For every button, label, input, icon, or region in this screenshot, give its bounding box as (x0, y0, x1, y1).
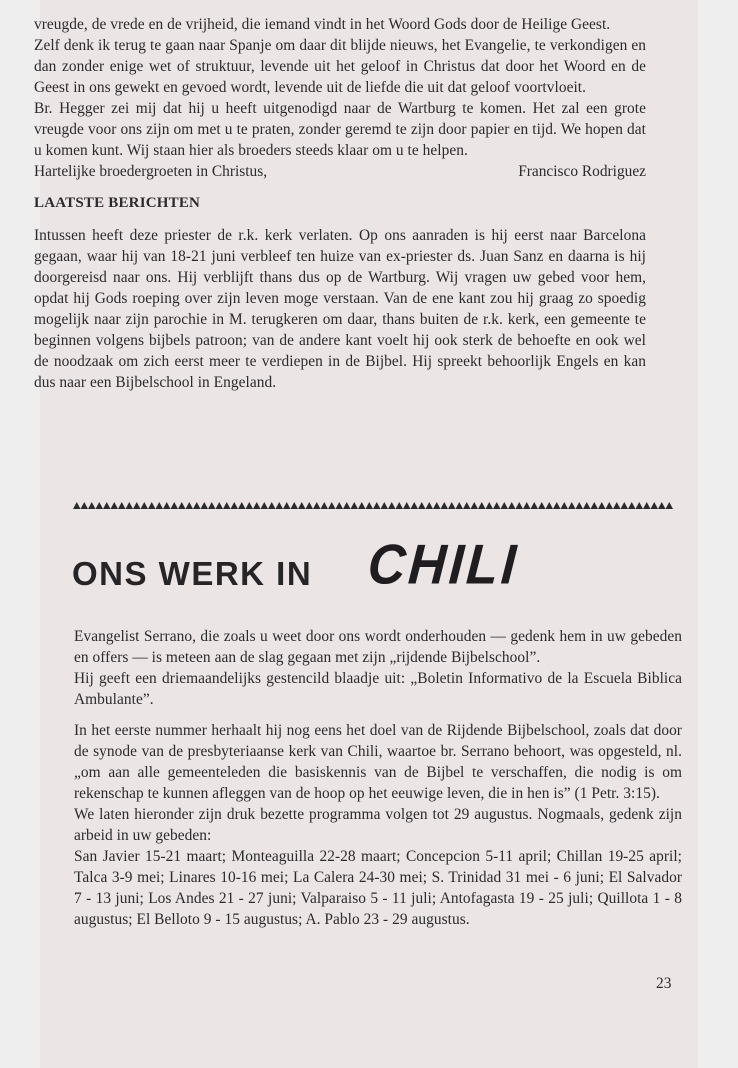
divider-tooth (336, 502, 344, 509)
divider-tooth (418, 502, 426, 509)
divider-tooth (538, 502, 546, 509)
letter-closing: Hartelijke broedergroeten in Christus, (34, 163, 268, 180)
divider-tooth (141, 502, 149, 509)
divider-tooth (186, 502, 194, 509)
divider-tooth (351, 502, 359, 509)
divider-tooth (231, 502, 239, 509)
page-number: 23 (656, 975, 672, 992)
divider-tooth (261, 502, 269, 509)
divider-tooth (666, 502, 674, 509)
divider-tooth (583, 502, 591, 509)
divider-tooth (486, 502, 494, 509)
divider-tooth (73, 502, 81, 509)
divider-tooth (426, 502, 434, 509)
divider-tooth (193, 502, 201, 509)
divider-tooth (246, 502, 254, 509)
divider-tooth (613, 502, 621, 509)
divider-tooth (651, 502, 659, 509)
divider-tooth (463, 502, 471, 509)
chili-article-body (74, 626, 682, 930)
article-schedule: San Javier 15-21 maart; Monteaguilla 22-28 maart; Concepcion 5-11 april; Chillan 19-25 april; Talca 3-9 mei; Linares 10-16 mei; La Calera 24-30 mei; S. Trinidad 31 mei - 6 juni; El Salvador 7 - 13 juni; Los Andes 21 - 27 juni; Valparaiso 5 - 11 juli; Antofagasta 19 - 25 juli; Quillota 1 - 8 augustus; El Belloto 9 - 15 augustus; A. Pablo 23 - 29 augustus. (74, 848, 682, 928)
sawtooth-divider (73, 501, 679, 509)
divider-tooth (163, 502, 171, 509)
divider-tooth (591, 502, 599, 509)
divider-tooth (238, 502, 246, 509)
divider-tooth (358, 502, 366, 509)
divider-tooth (306, 502, 314, 509)
divider-tooth (96, 502, 104, 509)
divider-tooth (103, 502, 111, 509)
letter-paragraph-1: vreugde, de vrede en de vrijheid, die iemand vindt in het Woord Gods door de Heilige Geest. (34, 16, 611, 33)
article-paragraph-1: Evangelist Serrano, die zoals u weet door ons wordt onderhouden — gedenk hem in uw gebeden en offers — is meteen aan de slag gegaan met zijn „rijdende Bijbelschool”. (74, 628, 682, 666)
divider-tooth (111, 502, 119, 509)
divider-tooth (396, 502, 404, 509)
divider-tooth (148, 502, 156, 509)
article-heading (72, 534, 672, 598)
divider-tooth (321, 502, 329, 509)
article-paragraph-4: We laten hieronder zijn druk bezette programma volgen tot 29 augustus. Nogmaals, gedenk zijn arbeid in uw gebeden: (74, 806, 682, 844)
divider-tooth (381, 502, 389, 509)
divider-tooth (223, 502, 231, 509)
divider-tooth (373, 502, 381, 509)
divider-tooth (523, 502, 531, 509)
divider-tooth (388, 502, 396, 509)
divider-tooth (508, 502, 516, 509)
divider-tooth (448, 502, 456, 509)
divider-tooth (456, 502, 464, 509)
divider-tooth (621, 502, 629, 509)
divider-tooth (133, 502, 141, 509)
divider-tooth (171, 502, 179, 509)
divider-tooth (343, 502, 351, 509)
divider-tooth (441, 502, 449, 509)
divider-tooth (606, 502, 614, 509)
divider-tooth (268, 502, 276, 509)
divider-tooth (178, 502, 186, 509)
divider-tooth (216, 502, 224, 509)
divider-tooth (658, 502, 666, 509)
letter-paragraph-2: Zelf denk ik terug te gaan naar Spanje om daar dit blijde nieuws, het Evangelie, te verkondigen en dan zonder enige wet of struktuur, levende uit het geloof in Christus dat door het Woord en de Geest in ons gewekt en gevoed wordt, levende uit de liefde die uit dat geloof voortvloeit. (34, 37, 646, 96)
divider-tooth (568, 502, 576, 509)
article-paragraph-3: In het eerste nummer herhaalt hij nog eens het doel van de Rijdende Bijbelschool, zoals dat door de synode van de presbyteriaanse kerk van Chili, waartoe br. Serrano behoort, was opgesteld, nl. „om aan alle gemeenteleden die basiskennis van de Bijbel te verschaffen, die nodig is om rekenschap te kunnen afleggen van de hoop op het eeuwige leven, die in hen is” (1 Petr. 3:15). (74, 722, 682, 802)
divider-tooth (208, 502, 216, 509)
divider-tooth (478, 502, 486, 509)
divider-tooth (328, 502, 336, 509)
divider-tooth (201, 502, 209, 509)
divider-tooth (493, 502, 501, 509)
divider-tooth (313, 502, 321, 509)
divider-tooth (598, 502, 606, 509)
letter-paragraph-3: Br. Hegger zei mij dat hij u heeft uitgenodigd naar de Wartburg te komen. Het zal een grote vreugde voor ons zijn om met u te praten, zonder geremd te zijn door papier en tijd. We hopen dat u komen kunt. Wij staan hier als broeders steeds klaar om u te helpen. (34, 100, 646, 159)
divider-tooth (576, 502, 584, 509)
divider-tooth (403, 502, 411, 509)
divider-tooth (283, 502, 291, 509)
divider-tooth (81, 502, 89, 509)
divider-tooth (546, 502, 554, 509)
divider-tooth (471, 502, 479, 509)
divider-tooth (411, 502, 419, 509)
divider-tooth (553, 502, 561, 509)
latest-news-heading: LAATSTE BERICHTEN (34, 195, 201, 211)
letter-section (34, 14, 646, 393)
divider-tooth (291, 502, 299, 509)
heading-country: CHILI (365, 533, 521, 597)
latest-news-body: Intussen heeft deze priester de r.k. kerk verlaten. Op ons aanraden is hij eerst naar Barcelona gegaan, waar hij van 18-21 juni verbleef ten huize van ex-priester ds. Juan Sanz en daarna is hij doorgereisd naar ons. Hij verblijft thans dus op de Wartburg. Wij vragen uw gebed voor hem, opdat hij Gods roeping over zijn leven moge verstaan. Van de ene kant zou hij graag zo spoedig mogelijk naar zijn parochie in M. terugkeren om daar, thans buiten de r.k. kerk, een gemeente te beginnen volgens bijbels patroon; van de andere kant voelt hij ook sterk de behoefte en ook wel de noodzaak om zich eerst meer te verdiepen in de Bijbel. Hij spreekt behoorlijk Engels en kan dus naar een Bijbelschool in Engeland. (34, 227, 646, 391)
article-paragraph-2: Hij geeft een driemaandelijks gestencild blaadje uit: „Boletin Informativo de la Escuela Biblica Ambulante”. (74, 670, 682, 708)
divider-tooth (253, 502, 261, 509)
divider-tooth (516, 502, 524, 509)
divider-tooth (276, 502, 284, 509)
divider-tooth (531, 502, 539, 509)
heading-prefix: ONS WERK IN (72, 555, 313, 592)
divider-tooth (118, 502, 126, 509)
divider-tooth (126, 502, 134, 509)
divider-tooth (561, 502, 569, 509)
divider-tooth (501, 502, 509, 509)
letter-closing-line (34, 161, 646, 182)
divider-tooth (636, 502, 644, 509)
divider-tooth (643, 502, 651, 509)
letter-signature: Francisco Rodriguez (518, 163, 646, 180)
divider-tooth (433, 502, 441, 509)
divider-tooth (628, 502, 636, 509)
divider-tooth (88, 502, 96, 509)
divider-tooth (298, 502, 306, 509)
divider-tooth (156, 502, 164, 509)
divider-tooth (366, 502, 374, 509)
